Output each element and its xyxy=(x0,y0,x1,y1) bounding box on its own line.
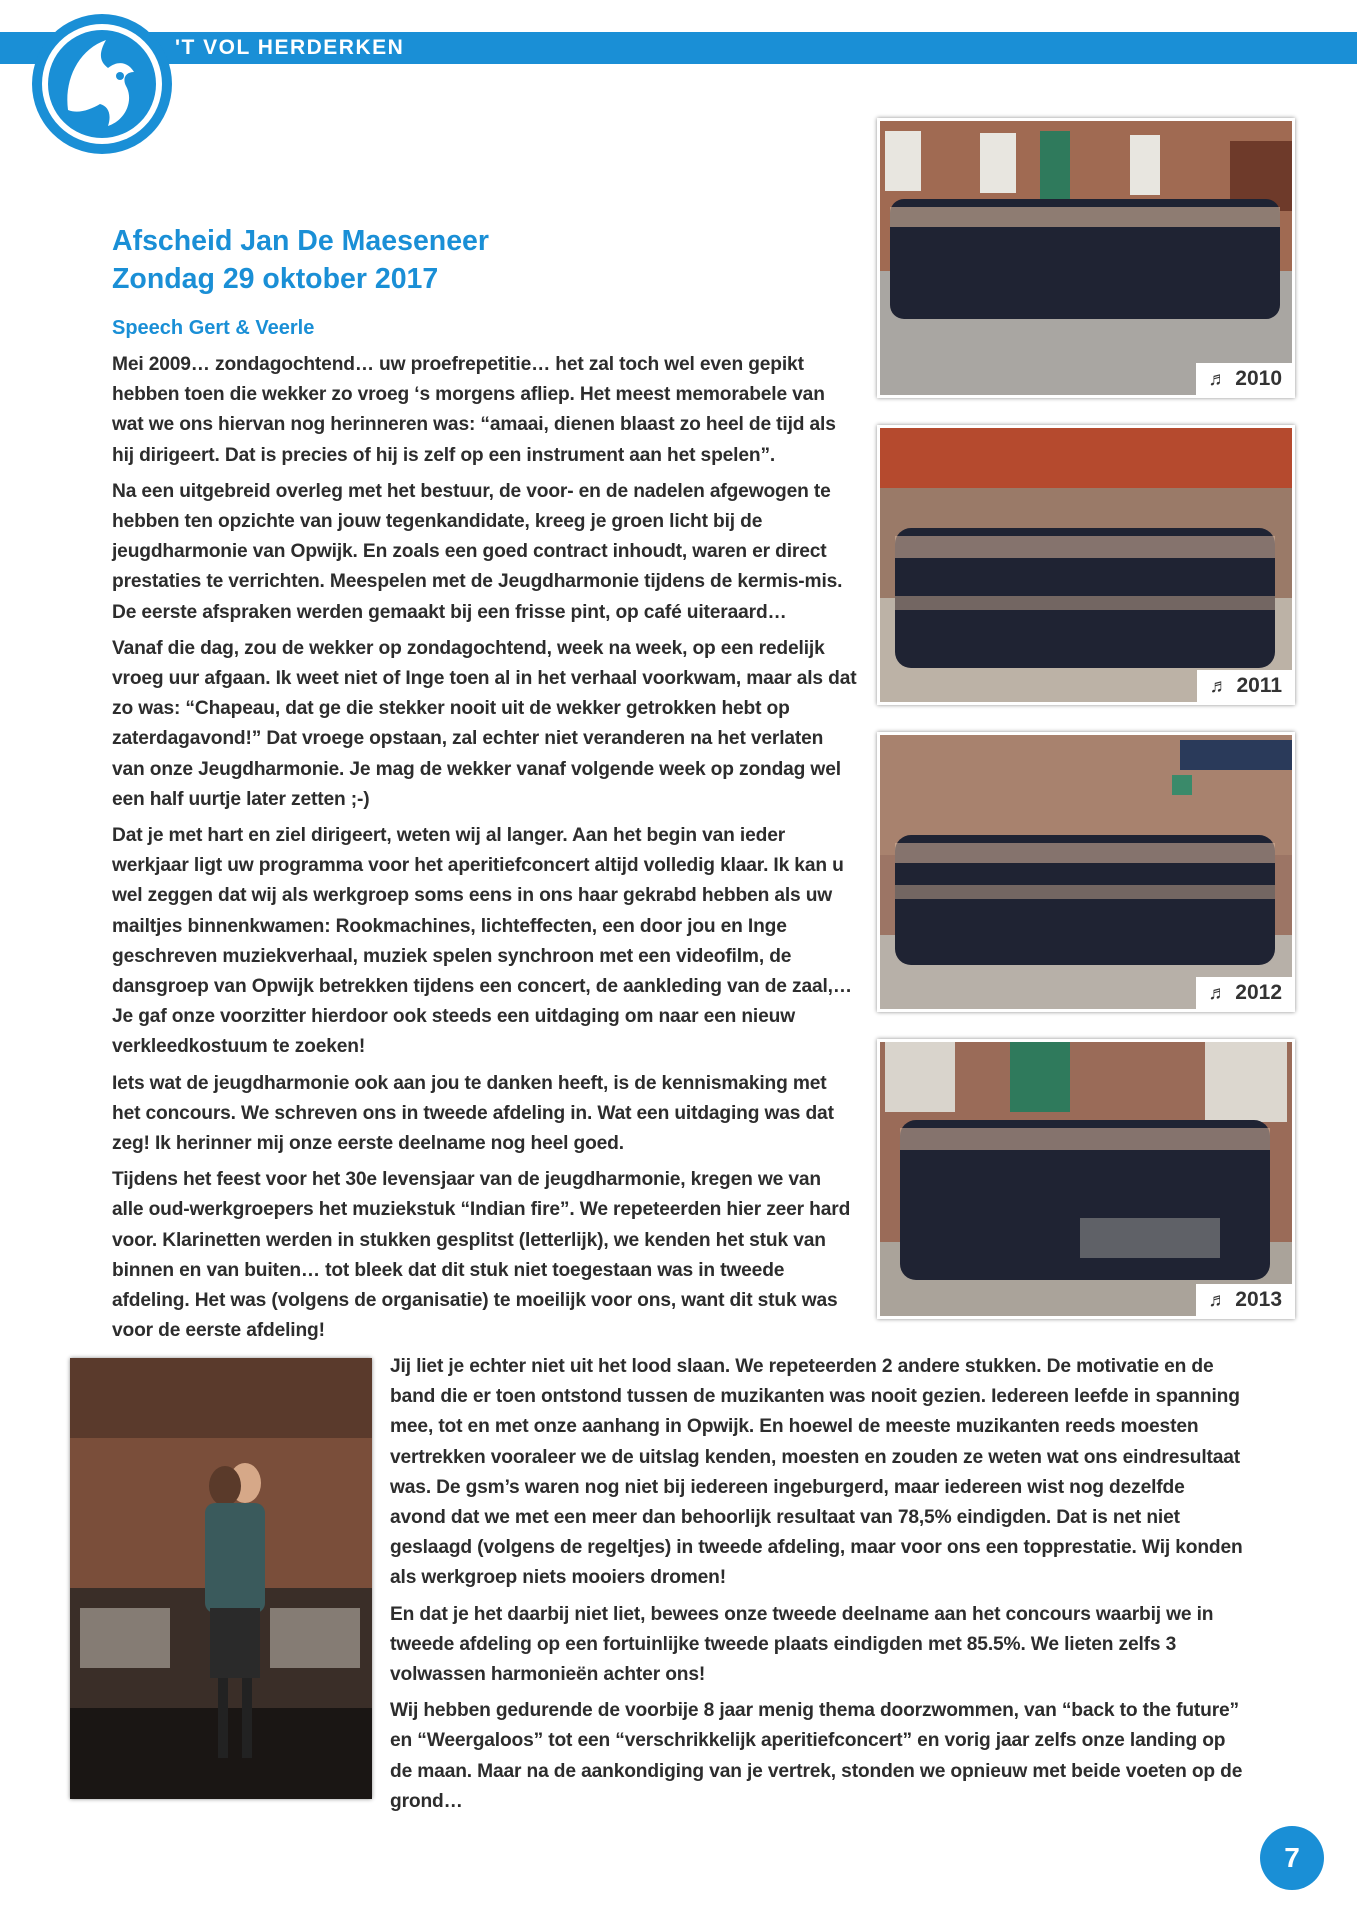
photo-year: 2012 xyxy=(1235,981,1282,1004)
title-line-2: Zondag 29 oktober 2017 xyxy=(112,263,439,295)
music-note-icon: ♬ xyxy=(1208,1290,1228,1311)
group-photo-2011 xyxy=(877,425,1295,705)
paragraph: Mei 2009… zondagochtend… uw proefrepetitie… het zal toch wel even gepikt hebben toen die wekker zo vroeg ‘s morgens afliep. Het meest memorabele van wat we ons hiervan nog herinneren was: “amaai, dienen blaast zo heel de tijd als hij dirigeert. Dat is precies of hij is zelf op een instrument aan het spelen”. xyxy=(112,354,836,466)
paragraph: Vanaf die dag, zou de wekker op zondagochtend, week na week, op een redelijk vroeg uur afgaan. Ik weet niet of Inge toen al in het verhaal voorkwam, maar als dat zo was: “Chapeau, dat ge die stekker nooit uit de wekker getrokken hebt op zaterdagavond!” Dat vroege opstaan, zal echter niet veranderen na het verlaten van onze Jeugdharmonie. Je mag de wekker vanaf volgende week op zondag wel een half uurtje later zetten ;-) xyxy=(112,637,857,810)
photo-year-label xyxy=(1196,977,1292,1009)
photo-year-label xyxy=(1196,1284,1292,1316)
music-note-icon: ♬ xyxy=(1208,983,1228,1004)
photo-year: 2013 xyxy=(1235,1288,1282,1311)
article-title xyxy=(112,222,489,298)
paragraph: En dat je het daarbij niet liet, bewees onze tweede deelname aan het concours waarbij we in tweede afdeling op een fortuinlijke tweede plaats eindigden met 85.5%. We lieten zelfs 3 volwassen harmonieën achter ons! xyxy=(390,1603,1214,1686)
group-photo-2010 xyxy=(877,118,1295,398)
paragraph: Dat je met hart en ziel dirigeert, weten wij al langer. Aan het begin van ieder werkjaar ligt uw programma voor het aperitiefconcert altijd volledig klaar. Ik kan u wel zeggen dat wij als werkgroep soms eens in ons haar gekrabd hebben als uw mailtjes binnenkwamen: Rookmachines, lichteffecten, een door jou en Inge geschreven muziekverhaal, muziek spelen synchroon met een videofilm, de dansgroep van Opwijk betrekken tijdens een concert, de aankleding van de zaal,… Je gaf onze voorzitter hierdoor ook steeds een uitdaging om naar een nieuw verkleedkostuum te zoeken! xyxy=(112,825,852,1058)
logo-icon xyxy=(28,10,176,158)
photo-year-label xyxy=(1197,670,1292,702)
group-photo-2013 xyxy=(877,1039,1295,1319)
page-number: 7 xyxy=(1260,1826,1324,1890)
photo-year: 2010 xyxy=(1235,367,1282,390)
paragraph: Tijdens het feest voor het 30e levensjaar van de jeugdharmonie, kregen we van alle oud-werkgroepers het muziekstuk “Indian fire”. We repeteerden hier zeer hard voor. Klarinetten werden in stukken gesplitst (letterlijk), we kenden het stuk van binnen en van buiten… tot bleek dat dit stuk niet toegestaan was in tweede afdeling. Het was (volgens de organisatie) te moeilijk voor ons, want dit stuk was voor de eerste afdeling! xyxy=(112,1169,851,1342)
article-body-left xyxy=(112,350,857,1353)
article-subtitle: Speech Gert & Veerle xyxy=(112,317,315,339)
paragraph: Iets wat de jeugdharmonie ook aan jou te danken heeft, is de kennismaking met het concours. We schreven ons in tweede afdeling in. Wat een uitdaging was dat zeg! Ik herinner mij onze eerste deelname nog heel goed. xyxy=(112,1072,834,1155)
group-photo-2012 xyxy=(877,732,1295,1012)
music-note-icon: ♬ xyxy=(1209,676,1229,697)
stage-photo xyxy=(70,1358,372,1799)
paragraph: Wij hebben gedurende de voorbije 8 jaar menig thema doorzwommen, van “back to the future” en “Weergaloos” tot een “verschrikkelijk aperitiefconcert” en vorig jaar zelfs onze landing op de maan. Maar na de aankondiging van je vertrek, stonden we opnieuw met beide voeten op de grond… xyxy=(390,1700,1243,1812)
title-line-1: Afscheid Jan De Maeseneer xyxy=(112,225,489,257)
article-body-bottom xyxy=(390,1352,1245,1823)
brand-title: 'T VOL HERDERKEN xyxy=(175,36,405,59)
paragraph: Jij liet je echter niet uit het lood slaan. We repeteerden 2 andere stukken. De motivatie en de band die er toen ontstond tussen de muzikanten was nooit gezien. Iedereen leefde in spanning mee, tot en met onze aanhang in Opwijk. En hoewel de meeste muzikanten reeds moesten vertrekken vooraleer we de uitslag kenden, moesten en zouden ze weten wat ons eindresultaat was. De gsm’s waren nog niet bij iedereen ingeburgerd, maar iedereen wist nog dezelfde avond dat we met een meer dan behoorlijk resultaat van 78,5% eindigden. Dat is net niet geslaagd (volgens de regeltjes) in tweede afdeling, maar voor ons een topprestatie. Wij konden als werkgroep niets mooiers dromen! xyxy=(390,1356,1243,1589)
photo-year-label xyxy=(1196,363,1292,395)
photo-year: 2011 xyxy=(1236,674,1282,697)
paragraph: Na een uitgebreid overleg met het bestuur, de voor- en de nadelen afgewogen te hebben ten opzichte van jouw tegenkandidate, kreeg je groen licht bij de jeugdharmonie van Opwijk. En zoals een goed contract inhoudt, waren er direct prestaties te verrichten. Meespelen met de Jeugdharmonie tijdens de kermis-mis. De eerste afspraken werden gemaakt bij een frisse pint, op café uiteraard… xyxy=(112,480,843,623)
music-note-icon: ♬ xyxy=(1208,369,1228,390)
